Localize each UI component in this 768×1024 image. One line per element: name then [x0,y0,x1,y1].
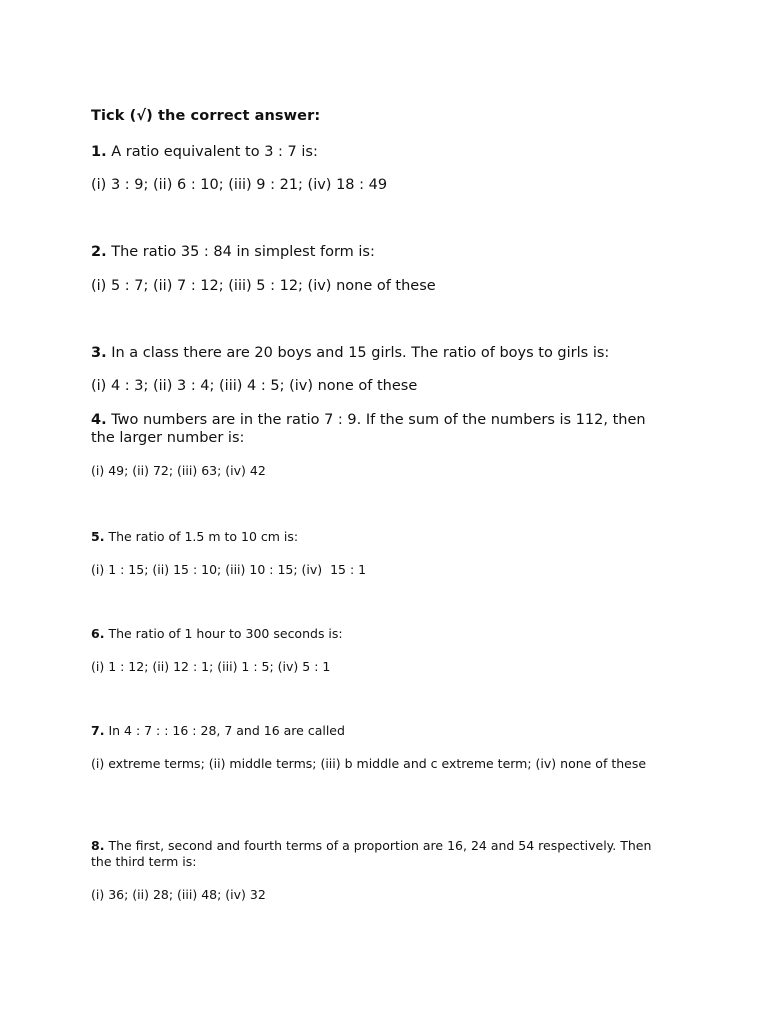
question-7-options: (i) extreme terms; (ii) middle terms; (iii) b middle and c extreme term; (iv) none of these [91,756,647,771]
question-7 [91,723,671,739]
question-text: Two numbers are in the ratio 7 : 9. If the sum of the numbers is 112, then the larger number is: [91,412,646,446]
question-1 [91,143,671,161]
question-8 [91,838,666,870]
question-text: The ratio of 1 hour to 300 seconds is: [108,626,343,641]
question-text: The ratio 35 : 84 in simplest form is: [111,244,375,260]
question-3 [91,344,671,362]
question-3-options: (i) 4 : 3; (ii) 3 : 4; (iii) 4 : 5; (iv) none of these [91,378,418,394]
question-number: 1. [91,144,107,160]
question-text: A ratio equivalent to 3 : 7 is: [111,144,318,160]
question-1-options: (i) 3 : 9; (ii) 6 : 10; (iii) 9 : 21; (iv) 18 : 49 [91,177,388,193]
question-2-options: (i) 5 : 7; (ii) 7 : 12; (iii) 5 : 12; (iv) none of these [91,278,436,294]
question-number: 6. [91,626,105,641]
question-number: 3. [91,345,107,361]
question-4-options: (i) 49; (ii) 72; (iii) 63; (iv) 42 [91,463,266,478]
question-8-options: (i) 36; (ii) 28; (iii) 48; (iv) 32 [91,887,266,902]
question-text: In 4 : 7 : : 16 : 28, 7 and 16 are called [108,723,345,738]
page-heading: Tick (√) the correct answer: [91,108,321,124]
question-number: 4. [91,412,107,428]
question-6 [91,626,671,642]
question-number: 5. [91,529,105,544]
question-number: 2. [91,244,107,260]
question-5-options: (i) 1 : 15; (ii) 15 : 10; (iii) 10 : 15; (iv) 15 : 1 [91,562,367,577]
question-number: 8. [91,838,105,853]
question-2 [91,243,671,261]
question-text: In a class there are 20 boys and 15 girls. The ratio of boys to girls is: [111,345,610,361]
question-text: The ratio of 1.5 m to 10 cm is: [108,529,299,544]
question-6-options: (i) 1 : 12; (ii) 12 : 1; (iii) 1 : 5; (iv) 5 : 1 [91,659,331,674]
question-5 [91,529,671,545]
question-text: The first, second and fourth terms of a proportion are 16, 24 and 54 respectively. Then the third term is: [91,838,652,869]
question-4 [91,411,663,447]
question-number: 7. [91,723,105,738]
